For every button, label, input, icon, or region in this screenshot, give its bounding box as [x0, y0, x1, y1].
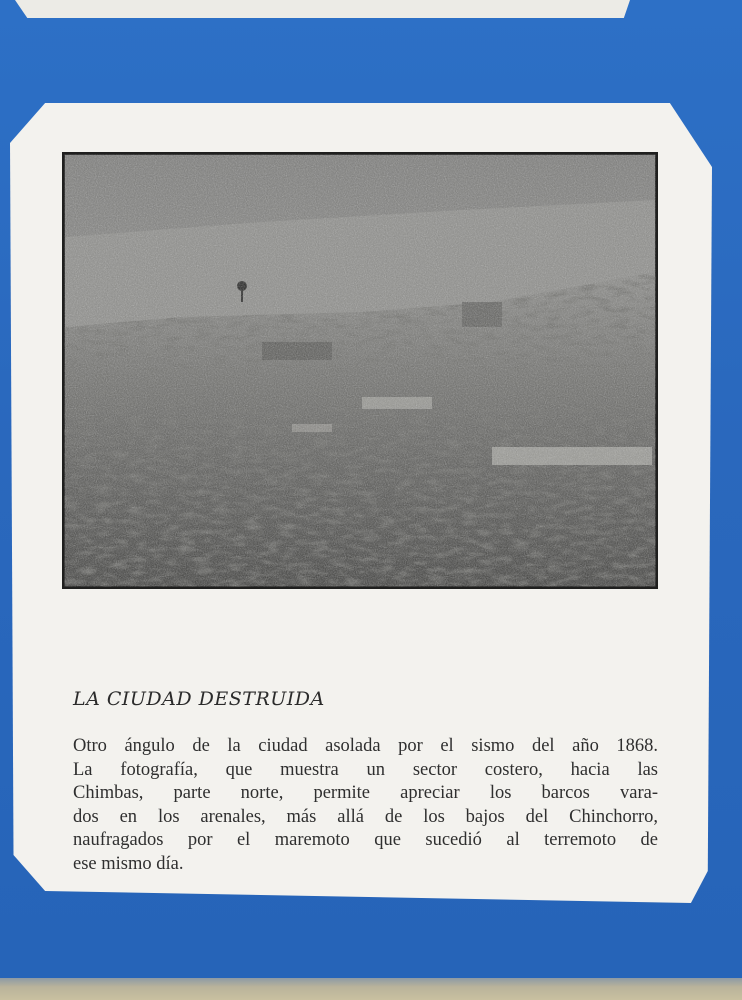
caption-line-2: La fotografía, que muestra un sector costero, hacia las	[73, 759, 658, 780]
caption-line-3: Chimbas, parte norte, permite apreciar los barcos vara-	[73, 783, 658, 804]
caption-line-6: ese mismo día.	[73, 853, 184, 874]
ruined-city-photo	[62, 152, 658, 589]
previous-paper-strip	[15, 0, 630, 18]
caption-body	[73, 735, 658, 877]
caption-line-5: naufragados por el maremoto que sucedió al terremoto de	[73, 830, 658, 851]
caption-line-4: dos en los arenales, más allá de los bajos del Chinchorro,	[73, 806, 658, 827]
board-frame-edge	[0, 978, 742, 1000]
historic-photograph	[62, 152, 658, 589]
caption-line-1: Otro ángulo de la ciudad asolada por el sismo del año 1868.	[73, 736, 658, 756]
caption-title: LA CIUDAD DESTRUIDA	[73, 688, 325, 710]
